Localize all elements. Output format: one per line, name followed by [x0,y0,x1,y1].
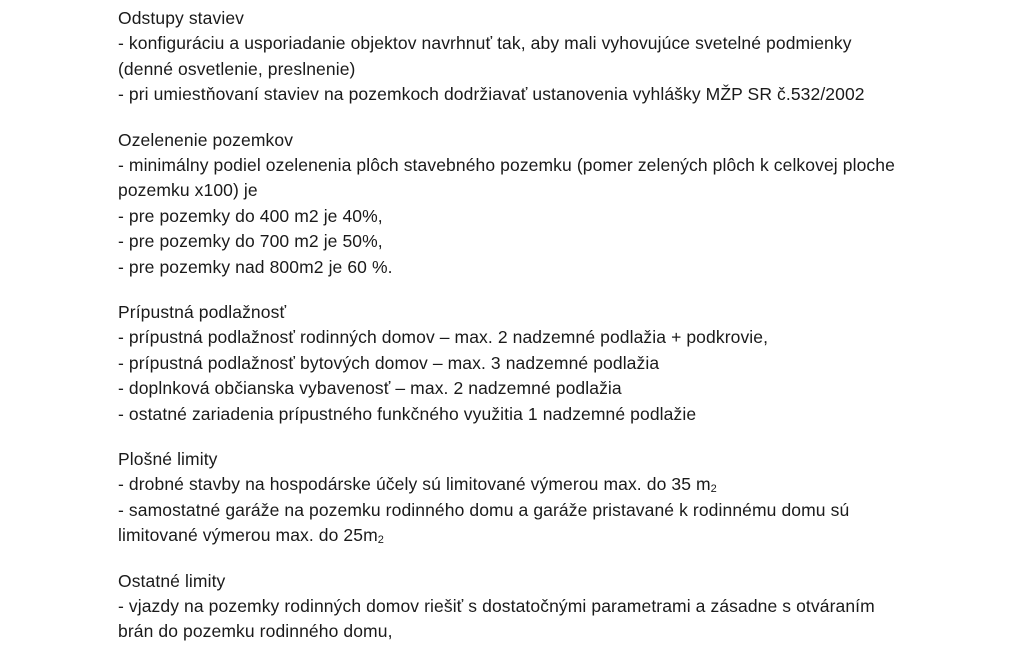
section-heading: Ostatné limity [118,570,226,591]
section-heading: Prípustná podlažnosť [118,302,287,322]
section-line: - pre pozemky nad 800m2 je 60 %. [118,256,393,277]
section-line: - drobné stavby na hospodárske účely sú limitované výmerou max. do 35 $m_2$ [118,474,717,495]
section-line: - vjazdy na pozemky rodinných domov riešiť s dostatočnými parametrami a zásadne s otváraním brán do pozemku rodinného domu, [118,595,880,641]
document-section [118,300,908,427]
section-line: - prípustná podlažnosť rodinných domov – max. 2 nadzemné podlažia + podkrovie, [118,327,769,347]
section-line: - ostatné zariadenia prípustného funkčného využitia 1 nadzemné podlažie [118,403,697,424]
section-line: - prípustná podlažnosť bytových domov – max. 3 nadzemné podlažia [118,352,660,373]
section-line: - minimálny podiel ozelenenia plôch stavebného pozemku (pomer zelených plôch k celkovej ploche pozemku x100) je [118,154,900,200]
section-line: - pri umiestňovaní staviev na pozemkoch dodržiavať ustanovenia vyhlášky MŽP SR č.532/2002 [118,84,865,104]
section-heading: Odstupy staviev [118,8,244,28]
document-section [118,128,908,281]
section-heading: Plošné limity [118,449,218,469]
document-section [118,569,908,645]
document-text-body [118,6,908,645]
section-line: - doplnková občianska vybavenosť – max. 2 nadzemné podlažia [118,378,622,398]
section-line: - samostatné garáže na pozemku rodinného domu a garáže pristavané k rodinnému domu sú limitované výmerou max. do $25m_2$ [118,499,855,546]
section-line: - konfiguráciu a usporiadanie objektov navrhnuť tak, aby mali vyhovujúce svetelné podmienky (denné osvetlenie, preslnenie) [118,33,857,79]
section-line: - pre pozemky do 400 m2 je 40%, [118,205,383,226]
document-section [118,6,908,108]
section-line: - pre pozemky do 700 m2 je 50%, [118,231,383,251]
section-heading: Ozelenenie pozemkov [118,129,294,150]
document-section [118,447,908,549]
